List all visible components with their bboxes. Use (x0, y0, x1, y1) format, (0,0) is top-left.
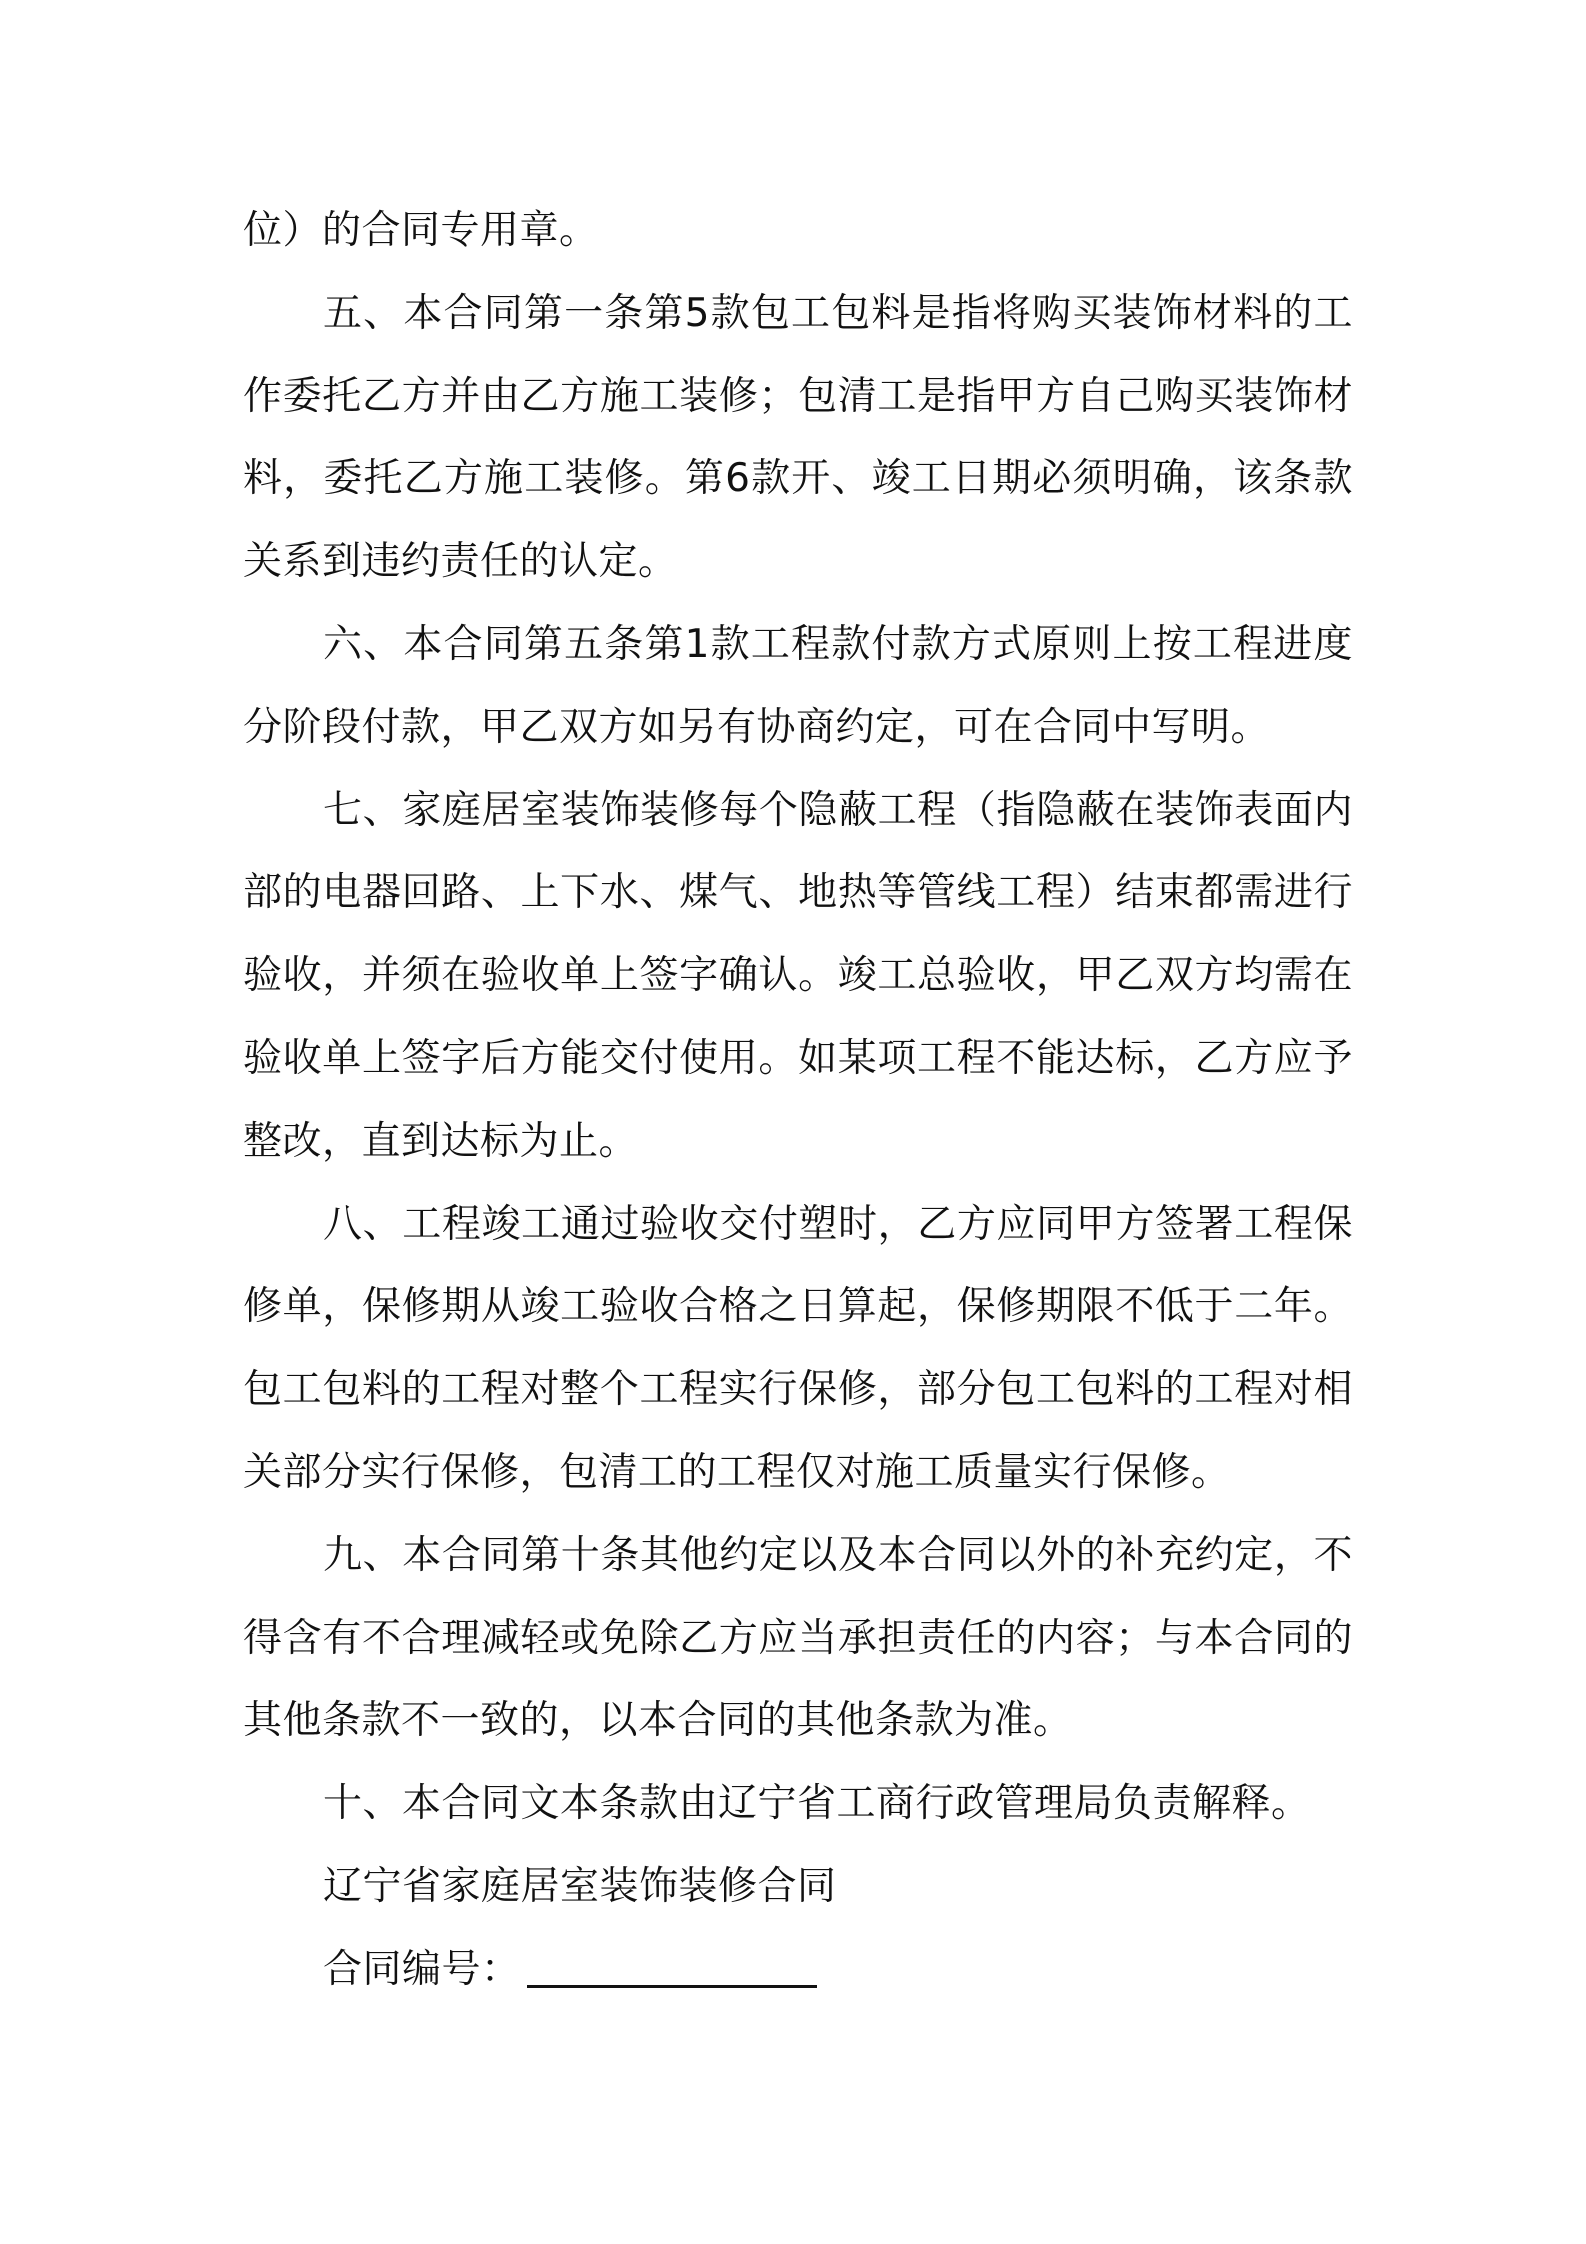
document-body (243, 190, 1353, 2012)
paragraph-clause-8: 八、工程竣工通过验收交付塑时，乙方应同甲方签署工程保修单，保修期从竣工验收合格之日算起，保修期限不低于二年。包工包料的工程对整个工程实行保修，部分包工包料的工程对相关部分实行保修，包清工的工程仅对施工质量实行保修。 (243, 1201, 1353, 1495)
contract-title: 辽宁省家庭居室装饰装修合同 (323, 1863, 837, 1909)
paragraph-clause-5: 五、本合同第一条第5款包工包料是指将购买装饰材料的工作委托乙方并由乙方施工装修；包清工是指甲方自己购买装饰材料，委托乙方施工装修。第6款开、竣工日期必须明确，该条款关系到违约责任的认定。 (243, 290, 1353, 585)
paragraph-clause-6: 六、本合同第五条第1款工程款付款方式原则上按工程进度分阶段付款，甲乙双方如另有协商约定，可在合同中写明。 (243, 621, 1353, 750)
paragraph-clause-9: 九、本合同第十条其他约定以及本合同以外的补充约定，不得含有不合理减轻或免除乙方应当承担责任的内容；与本合同的其他条款不一致的，以本合同的其他条款为准。 (243, 1532, 1353, 1744)
contract-number-line (243, 1929, 1353, 2012)
contract-number-label: 合同编号： (323, 1946, 521, 1992)
contract-number-blank (527, 1945, 817, 1988)
paragraph-clause-10: 十、本合同文本条款由辽宁省工商行政管理局负责解释。 (323, 1781, 1311, 1827)
paragraph-clause-7: 七、家庭居室装饰装修每个隐蔽工程（指隐蔽在装饰表面内部的电器回路、上下水、煤气、地热等管线工程）结束都需进行验收，并须在验收单上签字确认。竣工总验收，甲乙双方均需在验收单上签字后方能交付使用。如某项工程不能达标，乙方应予整改，直到达标为止。 (243, 787, 1353, 1164)
paragraph-continuation: 位）的合同专用章。 (243, 208, 599, 253)
